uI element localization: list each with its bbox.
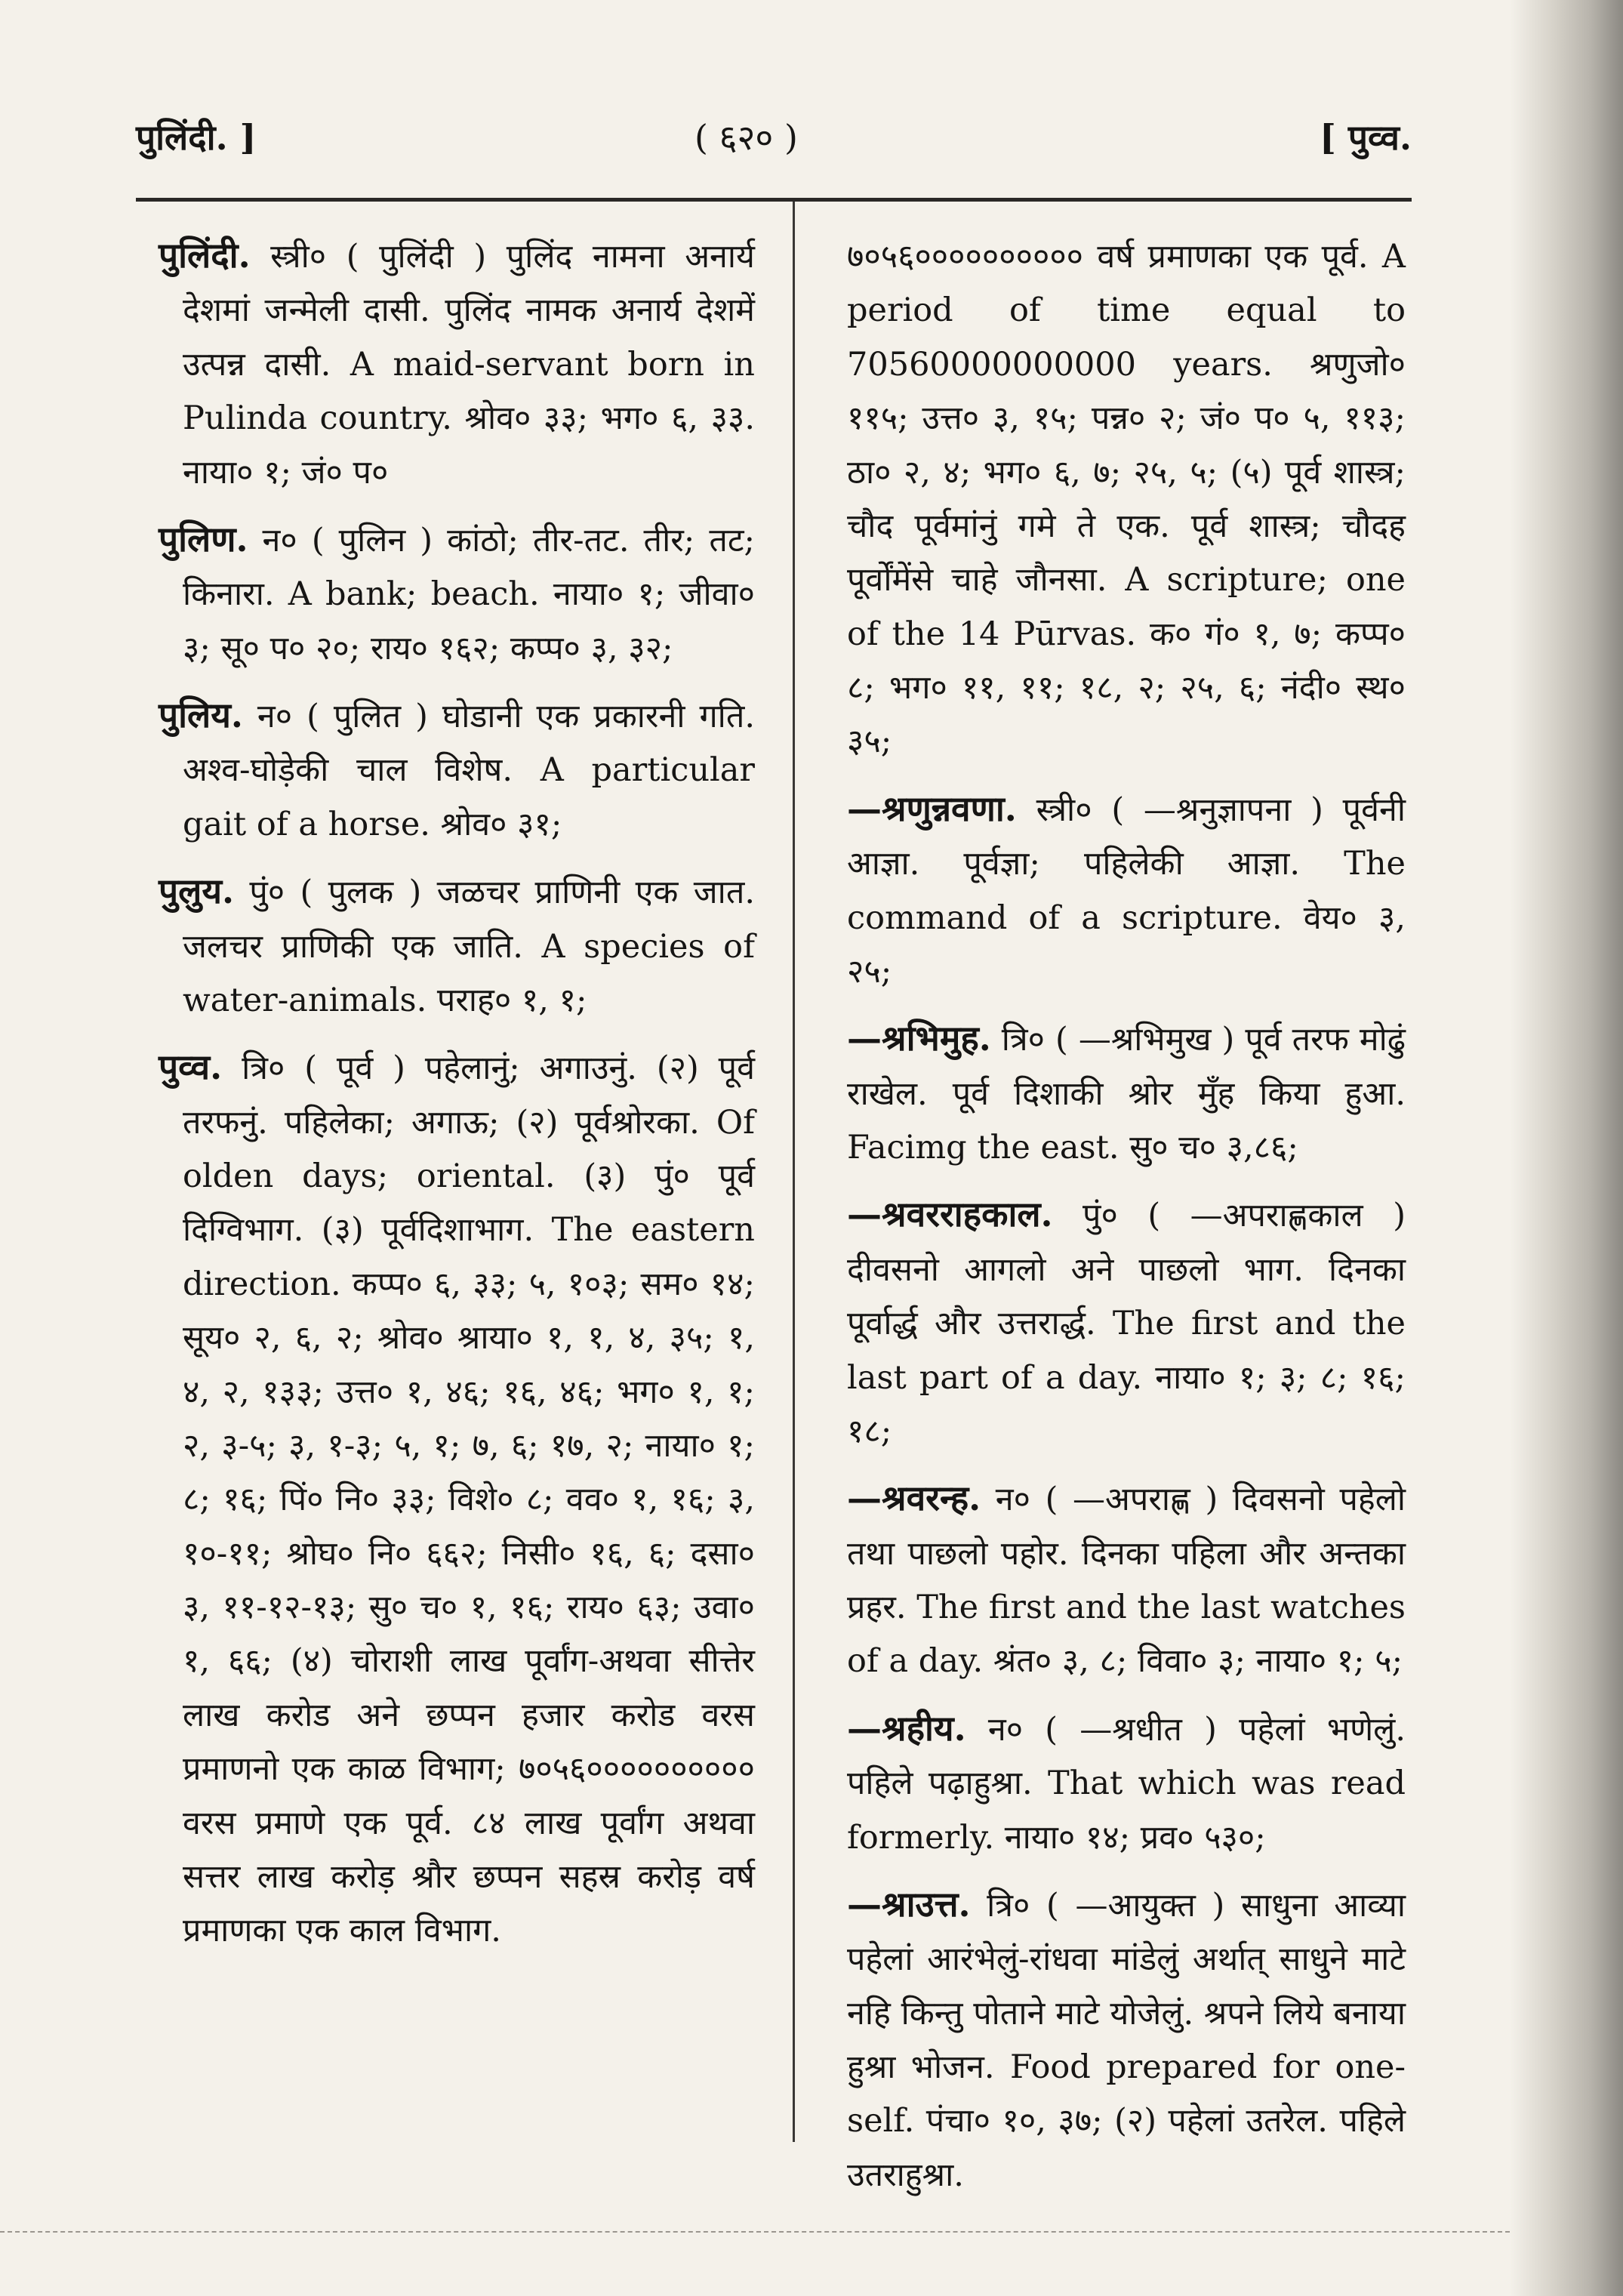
header-left-guideword: पुलिंदी. ]: [136, 117, 257, 158]
dictionary-entry: [159, 227, 755, 500]
header-rule: [136, 198, 1412, 202]
sub-entry: [847, 780, 1406, 1000]
dictionary-entry: [159, 510, 755, 676]
left-column: [159, 227, 755, 2137]
entry-text: स्त्री० ( पुलिंदी ) पुलिंद नामना अनार्य देशमां जन्मेली दासी. पुलिंद नामक अनार्य देशमें उत्पन्न दासी. A maid-servant born in Pulinda country. श्रोव० ३३; भग० ६, ३३. नाया० १; जं० प०: [183, 238, 755, 492]
sub-entry: [847, 1700, 1406, 1865]
headword: —श्रणुन्नवणा.: [847, 787, 1017, 829]
dictionary-entry: [159, 862, 755, 1028]
headword: पुलिण.: [159, 518, 248, 559]
headword: —श्रवरराहकाल.: [847, 1194, 1053, 1235]
headword: पुलिंदी.: [159, 235, 251, 276]
right-column: [847, 227, 1406, 2194]
entry-text: न० ( पुलिन ) कांठो; तीर-तट. तीर; तट; किनारा. A bank; beach. नाया० १; जीवा० ३; सू० प० २०; राय० १६२; कप्प० ३, ३२;: [183, 521, 755, 667]
page-spine-shadow: [1510, 0, 1623, 2296]
entry-text: ७०५६०००००००००० वर्ष प्रमाणका एक पूर्व. A period of time equal to 70560000000000 years. श्रणुजो० ११५; उत्त० ३, १५; पन्न० २; जं० प० ५, ११३; ठा० २, ४; भग० ६, ७; २५, ५; (५) पूर्व शास्त्र; चौद पूर्वमांनुं गमे ते एक. पूर्व शास्त्र; चौदह पूर्वोंमेंसे चाहे जौनसा. A scripture; one of the 14 Pūrvas. क० गं० १, ७; कप्प० ८; भग० ११, ११; १८, २; २५, ६; नंदी० स्थ० ३५;: [847, 238, 1406, 761]
headword: —श्रहीय.: [847, 1707, 966, 1749]
sub-entry: [847, 1185, 1406, 1459]
entry-text: न० ( —श्रधीत ) पहेलां भणेलुं. पहिले पढ़ाहुश्रा. That which was read formerly. नाया० १४; प्रव० ५३०;: [847, 1710, 1406, 1857]
headword: पुलिय.: [159, 695, 243, 735]
headword: —श्राउत्त.: [847, 1883, 971, 1925]
entry-text: स्त्री० ( —श्रनुज्ञापना ) पूर्वनी आज्ञा. पूर्वज्ञा; पहिलेकी आज्ञा. The command of a scripture. वेय० ३, २५;: [847, 791, 1406, 991]
column-divider: [793, 202, 795, 2142]
headword: —श्रवरन्ह.: [847, 1478, 981, 1519]
sub-entry: [847, 1469, 1406, 1689]
dictionary-entry: [159, 686, 755, 852]
entry-text: न० ( पुलित ) घोडानी एक प्रकारनी गति. अश्व-घोड़ेकी चाल विशेष. A particular gait of a horse. श्रोव० ३१;: [183, 698, 755, 843]
header-right-guideword: [ पुव्व.: [1320, 117, 1412, 158]
entry-text: त्रि० ( —श्रभिमुख ) पूर्व तरफ मोढुं राखेल. पूर्व दिशाकी श्रोर मुँह किया हुआ. Facimg the east. सु० च० ३,८६;: [847, 1021, 1406, 1166]
sub-entry: [847, 1009, 1406, 1175]
dictionary-entry: [159, 1038, 755, 1958]
entry-text: त्रि० ( —आयुक्त ) साधुना आव्या पहेलां आरंभेलुं-रांधवा मांडेलुं अर्थात् साधुने माटे नहि किन्तु पोताने माटे योजेलुं. श्रपने लिये बनाया हुश्रा भोजन. Food prepared for one-self. पंचा० १०, ३७; (२) पहेलां उतरेल. पहिले उतराहुश्रा.: [847, 1886, 1406, 2194]
entry-text: त्रि० ( पूर्व ) पहेलानुं; अगाउनुं. (२) पूर्व तरफनुं. पहिलेका; अगाऊ; (२) पूर्वश्रोरका. Of olden days; oriental. (३) पुं० पूर्व दिग्विभाग. (३) पूर्वदिशाभाग. The eastern direction. कप्प० ६, ३३; ५, १०३; सम० १४; सूय० २, ६, २; श्रोव० श्राया० १, १, ४, ३५; १, ४, २, १३३; उत्त० १, ४६; १६, ४६; भग० १, १; २, ३-५; ३, १-३; ५, १; ७, ६; १७, २; नाया० १; ८; १६; पिं० नि० ३३; विशे० ८; वव० १, १६; ३, १०-११; श्रोघ० नि० ६६२; निसी० १६, ६; दसा० ३, ११-१२-१३; सु० च० १, १६; राय० ६३; उवा० १, ६६; (४) चोराशी लाख पूर्वांग-अथवा सीत्तेर लाख करोड अने छप्पन हजार करोड वरस प्रमाणनो एक काळ विभाग; ७०५६०००००००००० वरस प्रमाणे एक पूर्व. ८४ लाख पूर्वांग अथवा सत्तर लाख करोड़ श्रौर छप्पन सहस्र करोड़ वर्ष प्रमाणका एक काल विभाग.: [183, 1049, 755, 1950]
headword: —श्रभिमुह.: [847, 1018, 991, 1059]
entry-continuation: [847, 227, 1406, 769]
entry-text: न० ( —अपराह्ण ) दिवसनो पहेलो तथा पाछलो पहोर. दिनका पहिला और अन्तका प्रहर. The first and the last watches of a day. श्रंत० ३, ८; विवा० ३; नाया० १; ५;: [847, 1481, 1406, 1681]
headword: पुव्व.: [159, 1046, 223, 1088]
page-number: ( ६२० ): [694, 117, 798, 158]
entry-text: पुं० ( —अपराह्णकाल ) दीवसनो आगलो अने पाछलो भाग. दिनका पूर्वार्द्ध और उत्तरार्द्ध. The first and the last part of a day. नाया० १; ३; ८; १६; १८;: [847, 1197, 1406, 1450]
page-header: [136, 113, 1412, 174]
sub-entry: [847, 1875, 1406, 2202]
headword: पुलुय.: [159, 871, 235, 912]
bottom-dashed-rule: [0, 2231, 1510, 2234]
entry-text: पुं० ( पुलक ) जळचर प्राणिनी एक जात. जलचर प्राणिकी एक जाति. A species of water-animals. पराह० १, १;: [183, 874, 755, 1019]
